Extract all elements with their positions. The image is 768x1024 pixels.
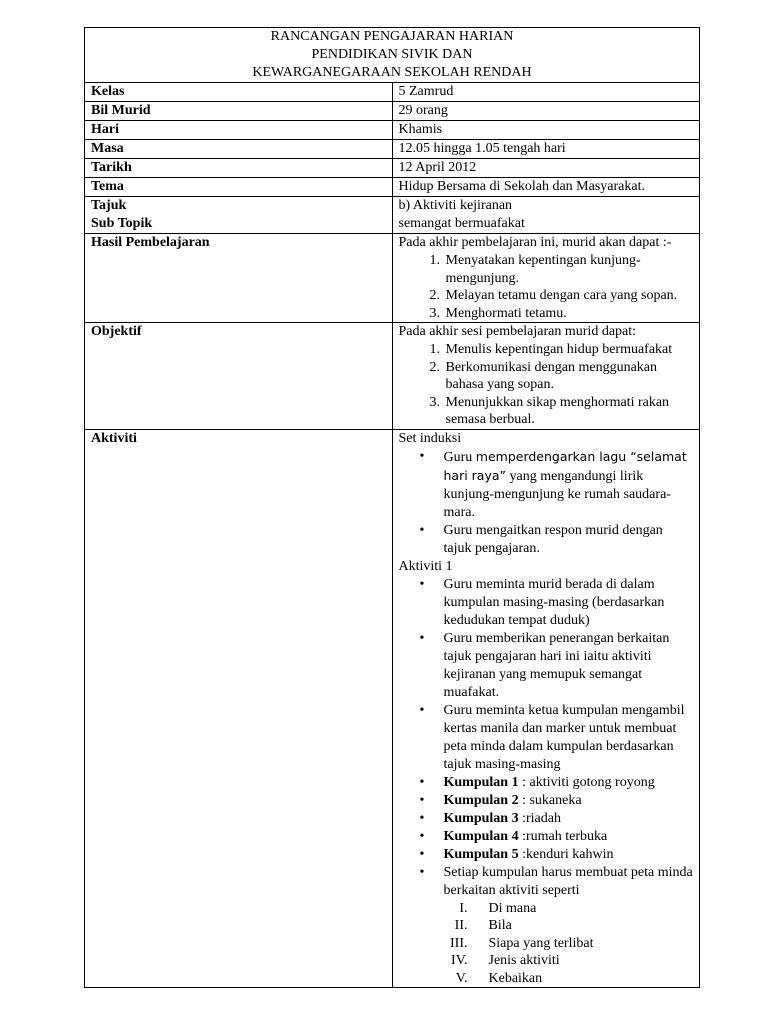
objektif-intro: Pada akhir sesi pembelajaran murid dapat:: [398, 324, 637, 339]
group-name: Kumpulan 3: [443, 810, 519, 826]
tajuk-label: Tajuk: [91, 198, 127, 213]
hasil-intro: Pada akhir pembelajaran ini, murid akan dapat :-: [398, 235, 672, 250]
roman-numeral: IV.: [451, 953, 468, 968]
set-induksi-list: [399, 448, 694, 558]
list-item: [444, 864, 694, 988]
roman-text: Jenis aktiviti: [488, 953, 560, 968]
tarikh-label: Tarikh: [85, 159, 393, 178]
aktiviti-1-list: [399, 576, 694, 988]
kelas-label: Kelas: [85, 83, 393, 102]
list-item: • Guru meminta ketua kumpulan mengambil kertas manila dan marker untuk membuat peta minda dalam kumpulan berdasarkan tajuk masing-masing: [444, 702, 694, 774]
tema-label: Tema: [85, 178, 393, 197]
list-item: 1. Menyatakan kepentingan kunjung-mengunjung.: [444, 252, 694, 287]
roman-item: [444, 952, 694, 970]
group-text: :kenduri kahwin: [518, 846, 614, 862]
group-item: [444, 774, 694, 792]
group-name: Kumpulan 2: [443, 792, 519, 808]
group-item: [444, 846, 694, 864]
group-name: Kumpulan 1: [443, 774, 519, 790]
group-text: : sukaneka: [518, 792, 582, 808]
aktiviti-cell: [392, 429, 700, 988]
item-text: yang mengandungi lirik kunjung-mengunjung ke rumah saudara-mara.: [443, 468, 671, 520]
tajuk-value-cell: [392, 197, 700, 234]
masa-value: 12.05 hingga 1.05 tengah hari: [392, 140, 700, 159]
objektif-list: [399, 341, 694, 429]
group-name: Kumpulan 5: [443, 846, 519, 862]
roman-text: Bila: [488, 918, 512, 933]
objektif-cell: [392, 323, 700, 430]
list-item: • Guru mengaitkan respon murid dengan tajuk pengajaran.: [444, 522, 694, 558]
roman-list: [444, 900, 694, 988]
item-text-highlight: memperdengarkan lagu “selamat hari raya”: [443, 448, 687, 483]
group-item: [444, 792, 694, 810]
roman-item: [444, 935, 694, 953]
sub-topik-value: semangat bermuafakat: [398, 216, 525, 231]
group-item: [444, 828, 694, 846]
lesson-plan-table: [84, 27, 700, 988]
roman-text: Kebaikan: [488, 970, 543, 986]
header-line-2: PENDIDIKAN SIVIK DAN: [311, 47, 473, 62]
group-item: [444, 810, 694, 828]
aktiviti-1-heading: Aktiviti 1: [398, 558, 453, 574]
header-cell: [85, 28, 700, 83]
item-text: • Setiap kumpulan harus membuat peta minda berkaitan aktiviti seperti: [443, 864, 693, 898]
sub-topik-label: Sub Topik: [91, 216, 153, 231]
hasil-label: Hasil Pembelajaran: [85, 234, 393, 323]
roman-numeral: III.: [450, 935, 468, 951]
group-text: :rumah terbuka: [518, 828, 608, 844]
list-item: • Guru meminta murid berada di dalam kumpulan masing-masing (berdasarkan kedudukan tempat duduk): [444, 576, 694, 630]
set-induksi-heading: Set induksi: [398, 430, 462, 446]
tarikh-value: 12 April 2012: [392, 159, 700, 178]
group-text: :riadah: [518, 810, 561, 826]
list-item: 2. Berkomunikasi dengan menggunakan bahasa yang sopan.: [444, 359, 694, 394]
roman-text: Di mana: [488, 900, 537, 916]
roman-item: [444, 900, 694, 918]
header-line-1: RANCANGAN PENGAJARAN HARIAN: [270, 29, 514, 44]
item-text: Guru: [443, 449, 476, 465]
roman-numeral: I.: [459, 900, 468, 916]
masa-label: Masa: [85, 140, 393, 159]
roman-numeral: V.: [455, 970, 468, 986]
tajuk-value: b) Aktiviti kejiranan: [398, 198, 513, 213]
roman-item: [444, 970, 694, 988]
list-item: 1. Menulis kepentingan hidup bermuafakat: [444, 341, 694, 359]
hasil-list: [399, 252, 694, 322]
tema-value: Hidup Bersama di Sekolah dan Masyarakat.: [392, 178, 700, 197]
roman-item: [444, 917, 694, 935]
hari-value: Khamis: [392, 121, 700, 140]
kelas-value: 5 Zamrud: [392, 83, 700, 102]
tajuk-label-cell: [85, 197, 393, 234]
bil-murid-label: Bil Murid: [85, 102, 393, 121]
roman-text: Siapa yang terlibat: [488, 935, 594, 951]
list-item: 2. Melayan tetamu dengan cara yang sopan.: [444, 287, 694, 305]
objektif-label: Objektif: [85, 323, 393, 430]
bil-murid-value: 29 orang: [392, 102, 700, 121]
group-text: : aktiviti gotong royong: [518, 774, 655, 790]
hasil-cell: [392, 234, 700, 323]
list-item: 3. Menunjukkan sikap menghormati rakan semasa berbual.: [444, 394, 694, 429]
list-item: [444, 448, 694, 522]
list-item: • Guru memberikan penerangan berkaitan tajuk pengajaran hari ini iaitu aktiviti kejiranan yang memupuk semangat muafakat.: [444, 630, 694, 702]
header-line-3: KEWARGANEGARAAN SEKOLAH RENDAH: [252, 65, 532, 80]
group-name: Kumpulan 4: [443, 828, 519, 844]
aktiviti-label: Aktiviti: [85, 429, 393, 988]
roman-numeral: II.: [454, 918, 468, 933]
list-item: 3. Menghormati tetamu.: [444, 305, 694, 323]
hari-label: Hari: [85, 121, 393, 140]
